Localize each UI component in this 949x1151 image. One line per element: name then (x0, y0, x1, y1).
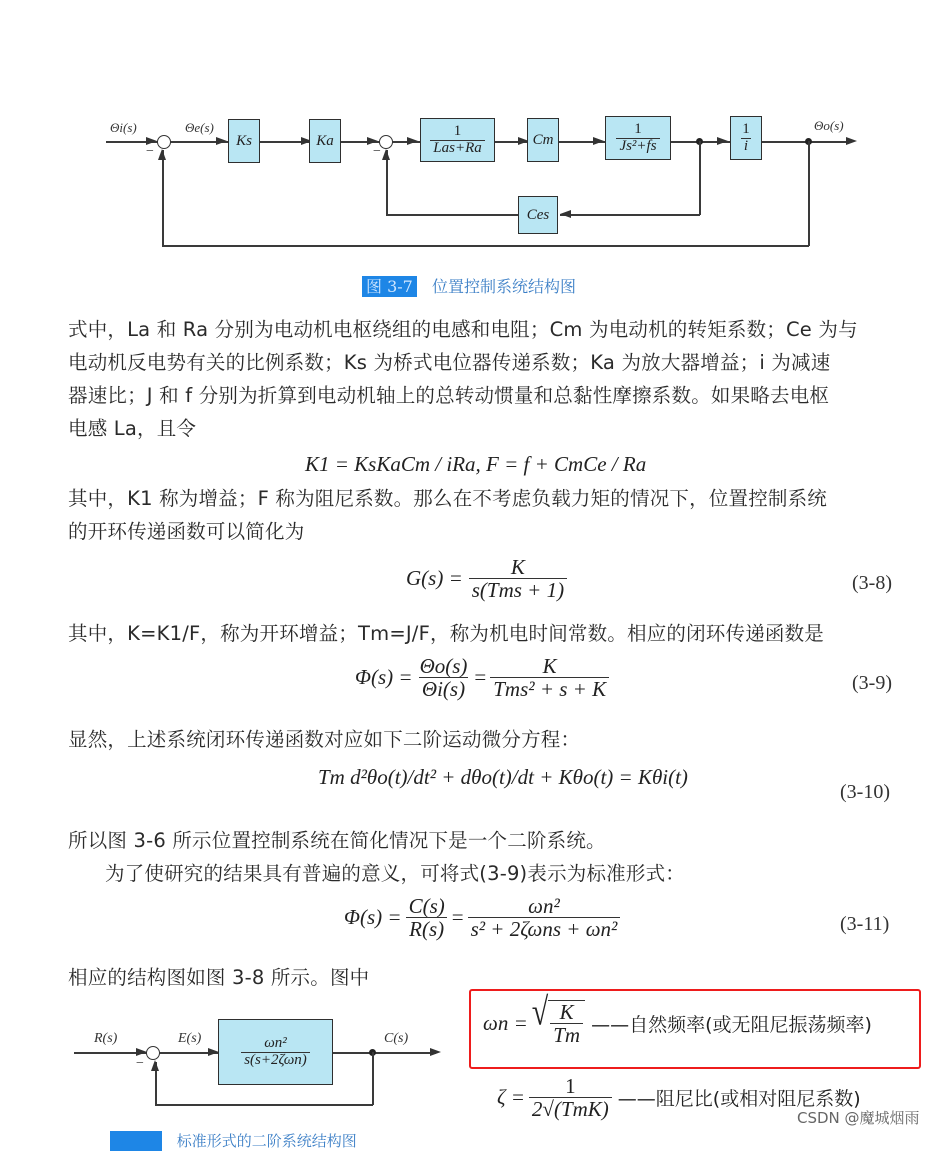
figure-3-7-caption (362, 274, 576, 297)
block-cm: Cm (527, 118, 559, 162)
paragraph-line: 其中，K1 称为增益；F 称为阻尼系数。那么在不考虑负载力矩的情况下，位置控制系统 (68, 487, 828, 510)
arrow-icon (382, 149, 390, 160)
summing-junction-2 (379, 135, 393, 149)
equation-zeta: ζ = $\frac{1}{\text{2√(TmK)}}$ ——阻尼比(或相对阻尼系数) (497, 1074, 861, 1122)
equation-number: (3-10) (840, 781, 890, 803)
output-signal-label: C(s) (384, 1031, 409, 1046)
error-signal-label: E(s) (178, 1031, 202, 1046)
equation-omega-n: ωn = √ $\frac{K}{Tm}$ ——自然频率(或无阻尼振荡频率) (483, 990, 872, 1048)
paragraph-line: 电动机反电势有关的比例系数；Ks 为桥式电位器传递系数；Ka 为放大器增益；i 为减速 (68, 351, 831, 374)
block-mechanical: $\frac{1}{\text{Js²+fs}}$ (605, 116, 671, 160)
error-signal-label: Θe(s) (185, 120, 214, 135)
block-ka: Ka (309, 119, 341, 163)
equation-number: (3-9) (852, 672, 892, 694)
block-armature: $\frac{1}{\text{Las+Ra}}$ (420, 118, 495, 162)
figure-title: 位置控制系统结构图 (431, 277, 576, 296)
arrow-icon (158, 149, 166, 160)
equation-3-10: Tm d²θo(t)/dt² + dθo(t)/dt + Kθo(t) = Kθi(t) (318, 765, 688, 789)
watermark: CSDN @魔城烟雨 (797, 1109, 920, 1127)
minus-sign: − (146, 144, 154, 159)
block-gear-ratio: $\frac{1}{i}$ (730, 116, 762, 160)
equation-3-11: Φ(s) = $\frac{C(s)}{R(s)}$ = $\frac{\text{ωn²}}{\text{s² + 2ζωns + ωn²}}$ (344, 895, 620, 940)
minus-sign: − (136, 1056, 144, 1071)
figure-title: 标准形式的二阶系统结构图 (176, 1132, 357, 1150)
arrow-icon (407, 137, 418, 145)
equation-number: (3-11) (840, 913, 890, 935)
equation-number: (3-8) (852, 572, 892, 594)
block-second-order: $\frac{\text{ωn²}}{\text{s(s+2ζωn)}}$ (218, 1019, 333, 1085)
figure-3-8-caption (110, 1130, 357, 1151)
figure-tag: 图 3-7 (362, 276, 417, 297)
equation-k1-f: K1 = KsKaCm / iRa, F = f + CmCe / Ra (305, 452, 647, 476)
arrow-icon (560, 210, 571, 218)
paragraph-line: 的开环传递函数可以简化为 (68, 520, 305, 543)
paragraph-line: 其中，K=K1/F，称为开环增益；Tm=J/F，称为机电时间常数。相应的闭环传递函数是 (68, 622, 824, 645)
equation-3-8: G(s) = $\frac{K}{\text{s(Tms + 1)}}$ (406, 556, 567, 601)
output-signal-label: Θo(s) (814, 118, 844, 133)
block-ks: Ks (228, 119, 260, 163)
output-arrow-icon (846, 137, 857, 145)
arrow-icon (717, 137, 728, 145)
paragraph-line: 所以图 3-6 所示位置控制系统在简化情况下是一个二阶系统。 (68, 829, 606, 852)
paragraph-line: 电感 La，且令 (68, 417, 197, 440)
output-arrow-icon (430, 1048, 441, 1056)
input-signal-label: Θi(s) (110, 120, 137, 135)
paragraph-line: 显然，上述系统闭环传递函数对应如下二阶运动微分方程： (68, 728, 581, 751)
equation-3-9: Φ(s) = $\frac{\Theta o(s)}{\Theta i(s)}$ = $\frac{K}{\text{Tms² + s + K}}$ (355, 655, 609, 700)
paragraph-line: 相应的结构图如图 3-8 所示。图中 (68, 966, 370, 989)
paragraph-line: 器速比；J 和 f 分别为折算到电动机轴上的总转动惯量和总黏性摩擦系数。如果略去电枢 (68, 384, 830, 407)
arrow-icon (593, 137, 604, 145)
arrow-icon (151, 1060, 159, 1071)
figure-tag: 图 3-8 (110, 1131, 162, 1151)
input-signal-label: R(s) (94, 1031, 118, 1046)
arrow-icon (216, 137, 227, 145)
paragraph-line: 式中，La 和 Ra 分别为电动机电枢绕组的电感和电阻；Cm 为电动机的转矩系数；Ce 为与 (68, 318, 858, 341)
summing-junction-1 (157, 135, 171, 149)
block-back-emf: Ces (518, 196, 558, 234)
summing-junction (146, 1046, 160, 1060)
minus-sign: − (373, 144, 381, 159)
paragraph-line: 为了使研究的结果具有普遍的意义，可将式(3-9)表示为标准形式： (105, 862, 685, 885)
